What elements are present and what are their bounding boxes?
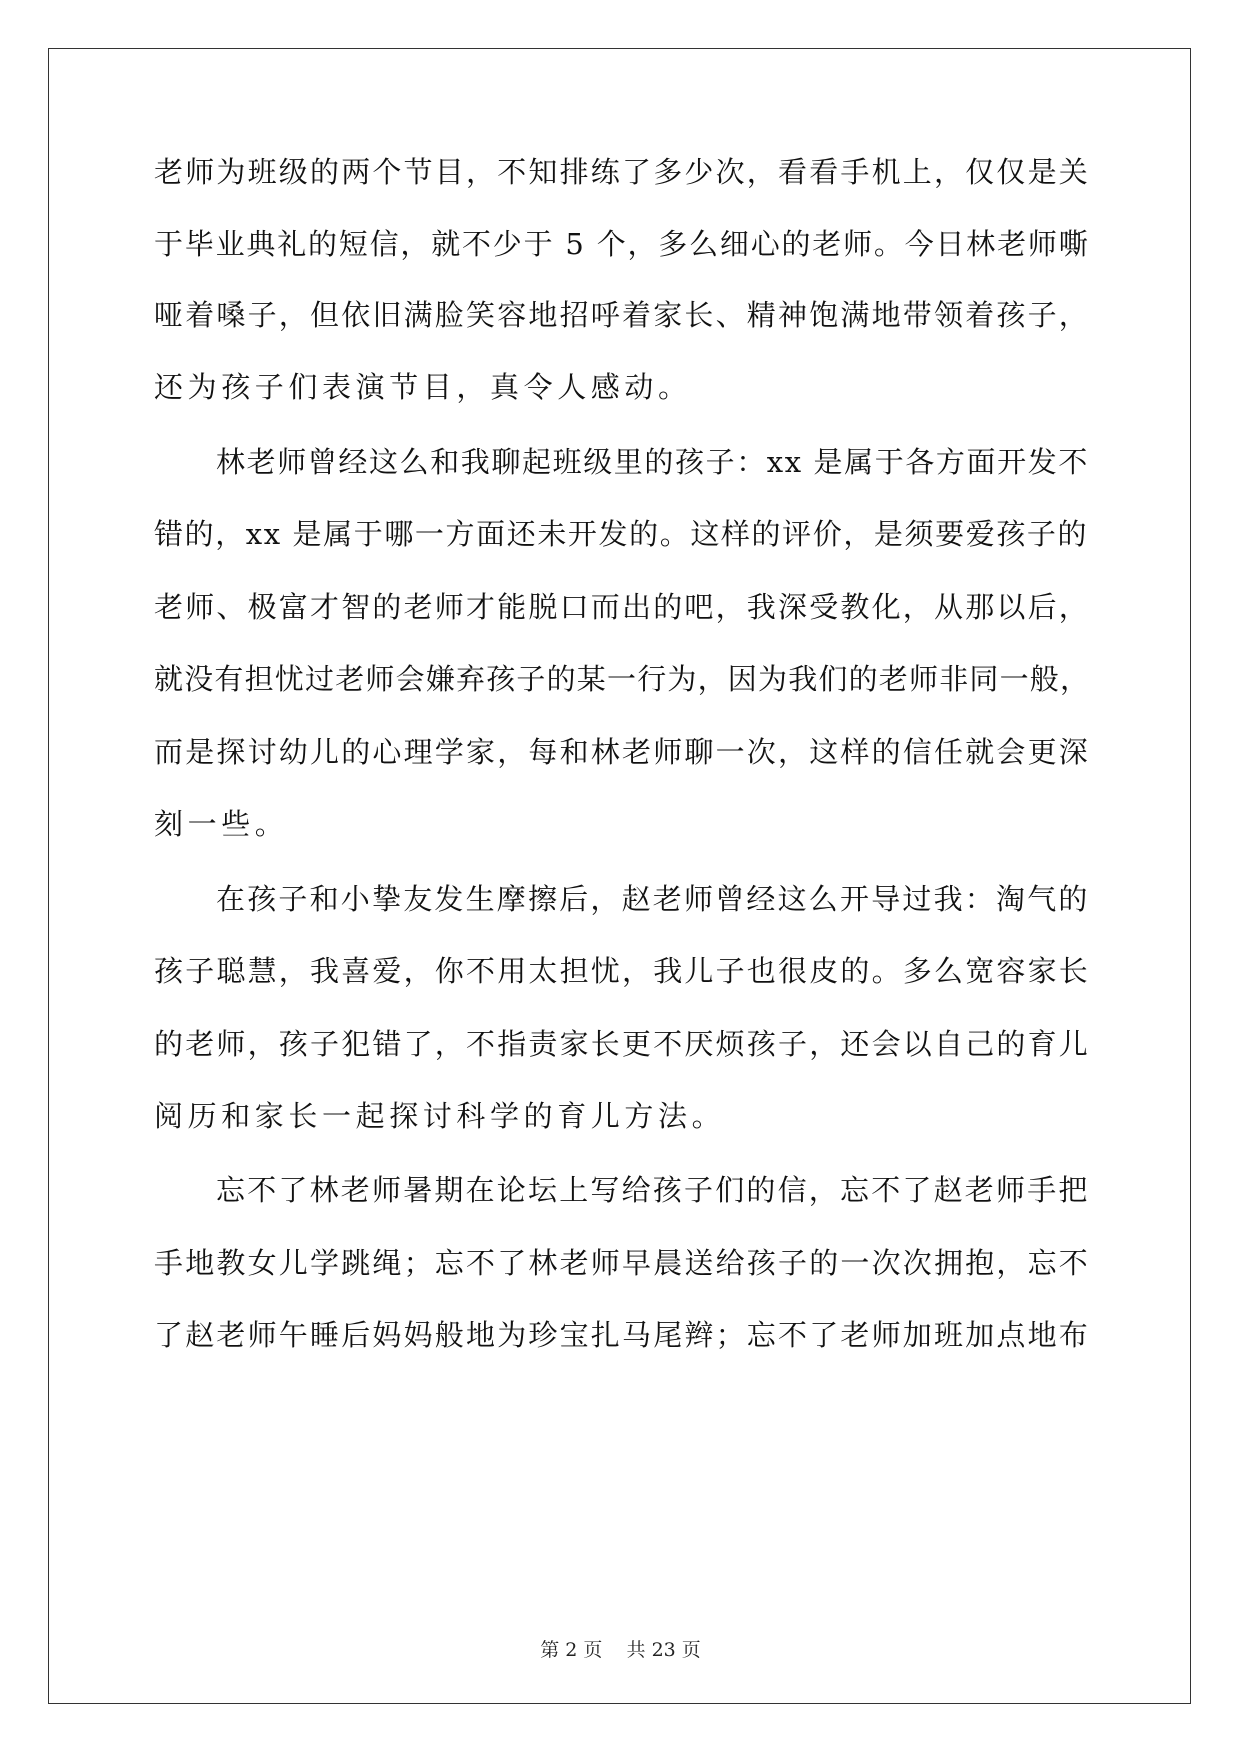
text-line: 老师为班级的两个节目，不知排练了多少次，看看手机上，仅仅是关 (154, 155, 1091, 189)
text-line: 孩子聪慧，我喜爱，你不用太担忧，我儿子也很皮的。多么宽容家长 (154, 954, 1091, 988)
text-line: 了赵老师午睡后妈妈般地为珍宝扎马尾辫；忘不了老师加班加点地布 (154, 1318, 1091, 1352)
text-line: 还为孩子们表演节目，真令人感动。 (154, 370, 692, 404)
text-line: 就没有担忧过老师会嫌弃孩子的某一行为，因为我们的老师非同一般， (154, 662, 1091, 696)
text-line: 刻一些。 (154, 807, 289, 841)
text-line: 于毕业典礼的短信，就不少于 5 个，多么细心的老师。今日林老师嘶 (154, 227, 1090, 261)
text-line: 忘不了林老师暑期在论坛上写给孩子们的信，忘不了赵老师手把 (216, 1173, 1090, 1207)
text-line: 哑着嗓子，但依旧满脸笑容地招呼着家长、精神饱满地带领着孩子， (154, 298, 1091, 332)
text-line: 的老师，孩子犯错了，不指责家长更不厌烦孩子，还会以自己的育儿 (154, 1027, 1091, 1061)
page-number-footer: 第 2 页 共 23 页 (540, 1639, 701, 1661)
text-line: 错的，xx 是属于哪一方面还未开发的。这样的评价，是须要爱孩子的 (154, 517, 1089, 551)
text-line: 林老师曾经这么和我聊起班级里的孩子：xx 是属于各方面开发不 (216, 445, 1089, 479)
text-line: 老师、极富才智的老师才能脱口而出的吧，我深受教化，从那以后， (154, 590, 1091, 624)
text-line: 阅历和家长一起探讨科学的育儿方法。 (154, 1099, 726, 1133)
text-line: 手地教女儿学跳绳；忘不了林老师早晨送给孩子的一次次拥抱，忘不 (154, 1246, 1091, 1280)
text-line: 而是探讨幼儿的心理学家，每和林老师聊一次，这样的信任就会更深 (154, 735, 1091, 769)
text-line: 在孩子和小挚友发生摩擦后，赵老师曾经这么开导过我：淘气的 (216, 882, 1090, 916)
